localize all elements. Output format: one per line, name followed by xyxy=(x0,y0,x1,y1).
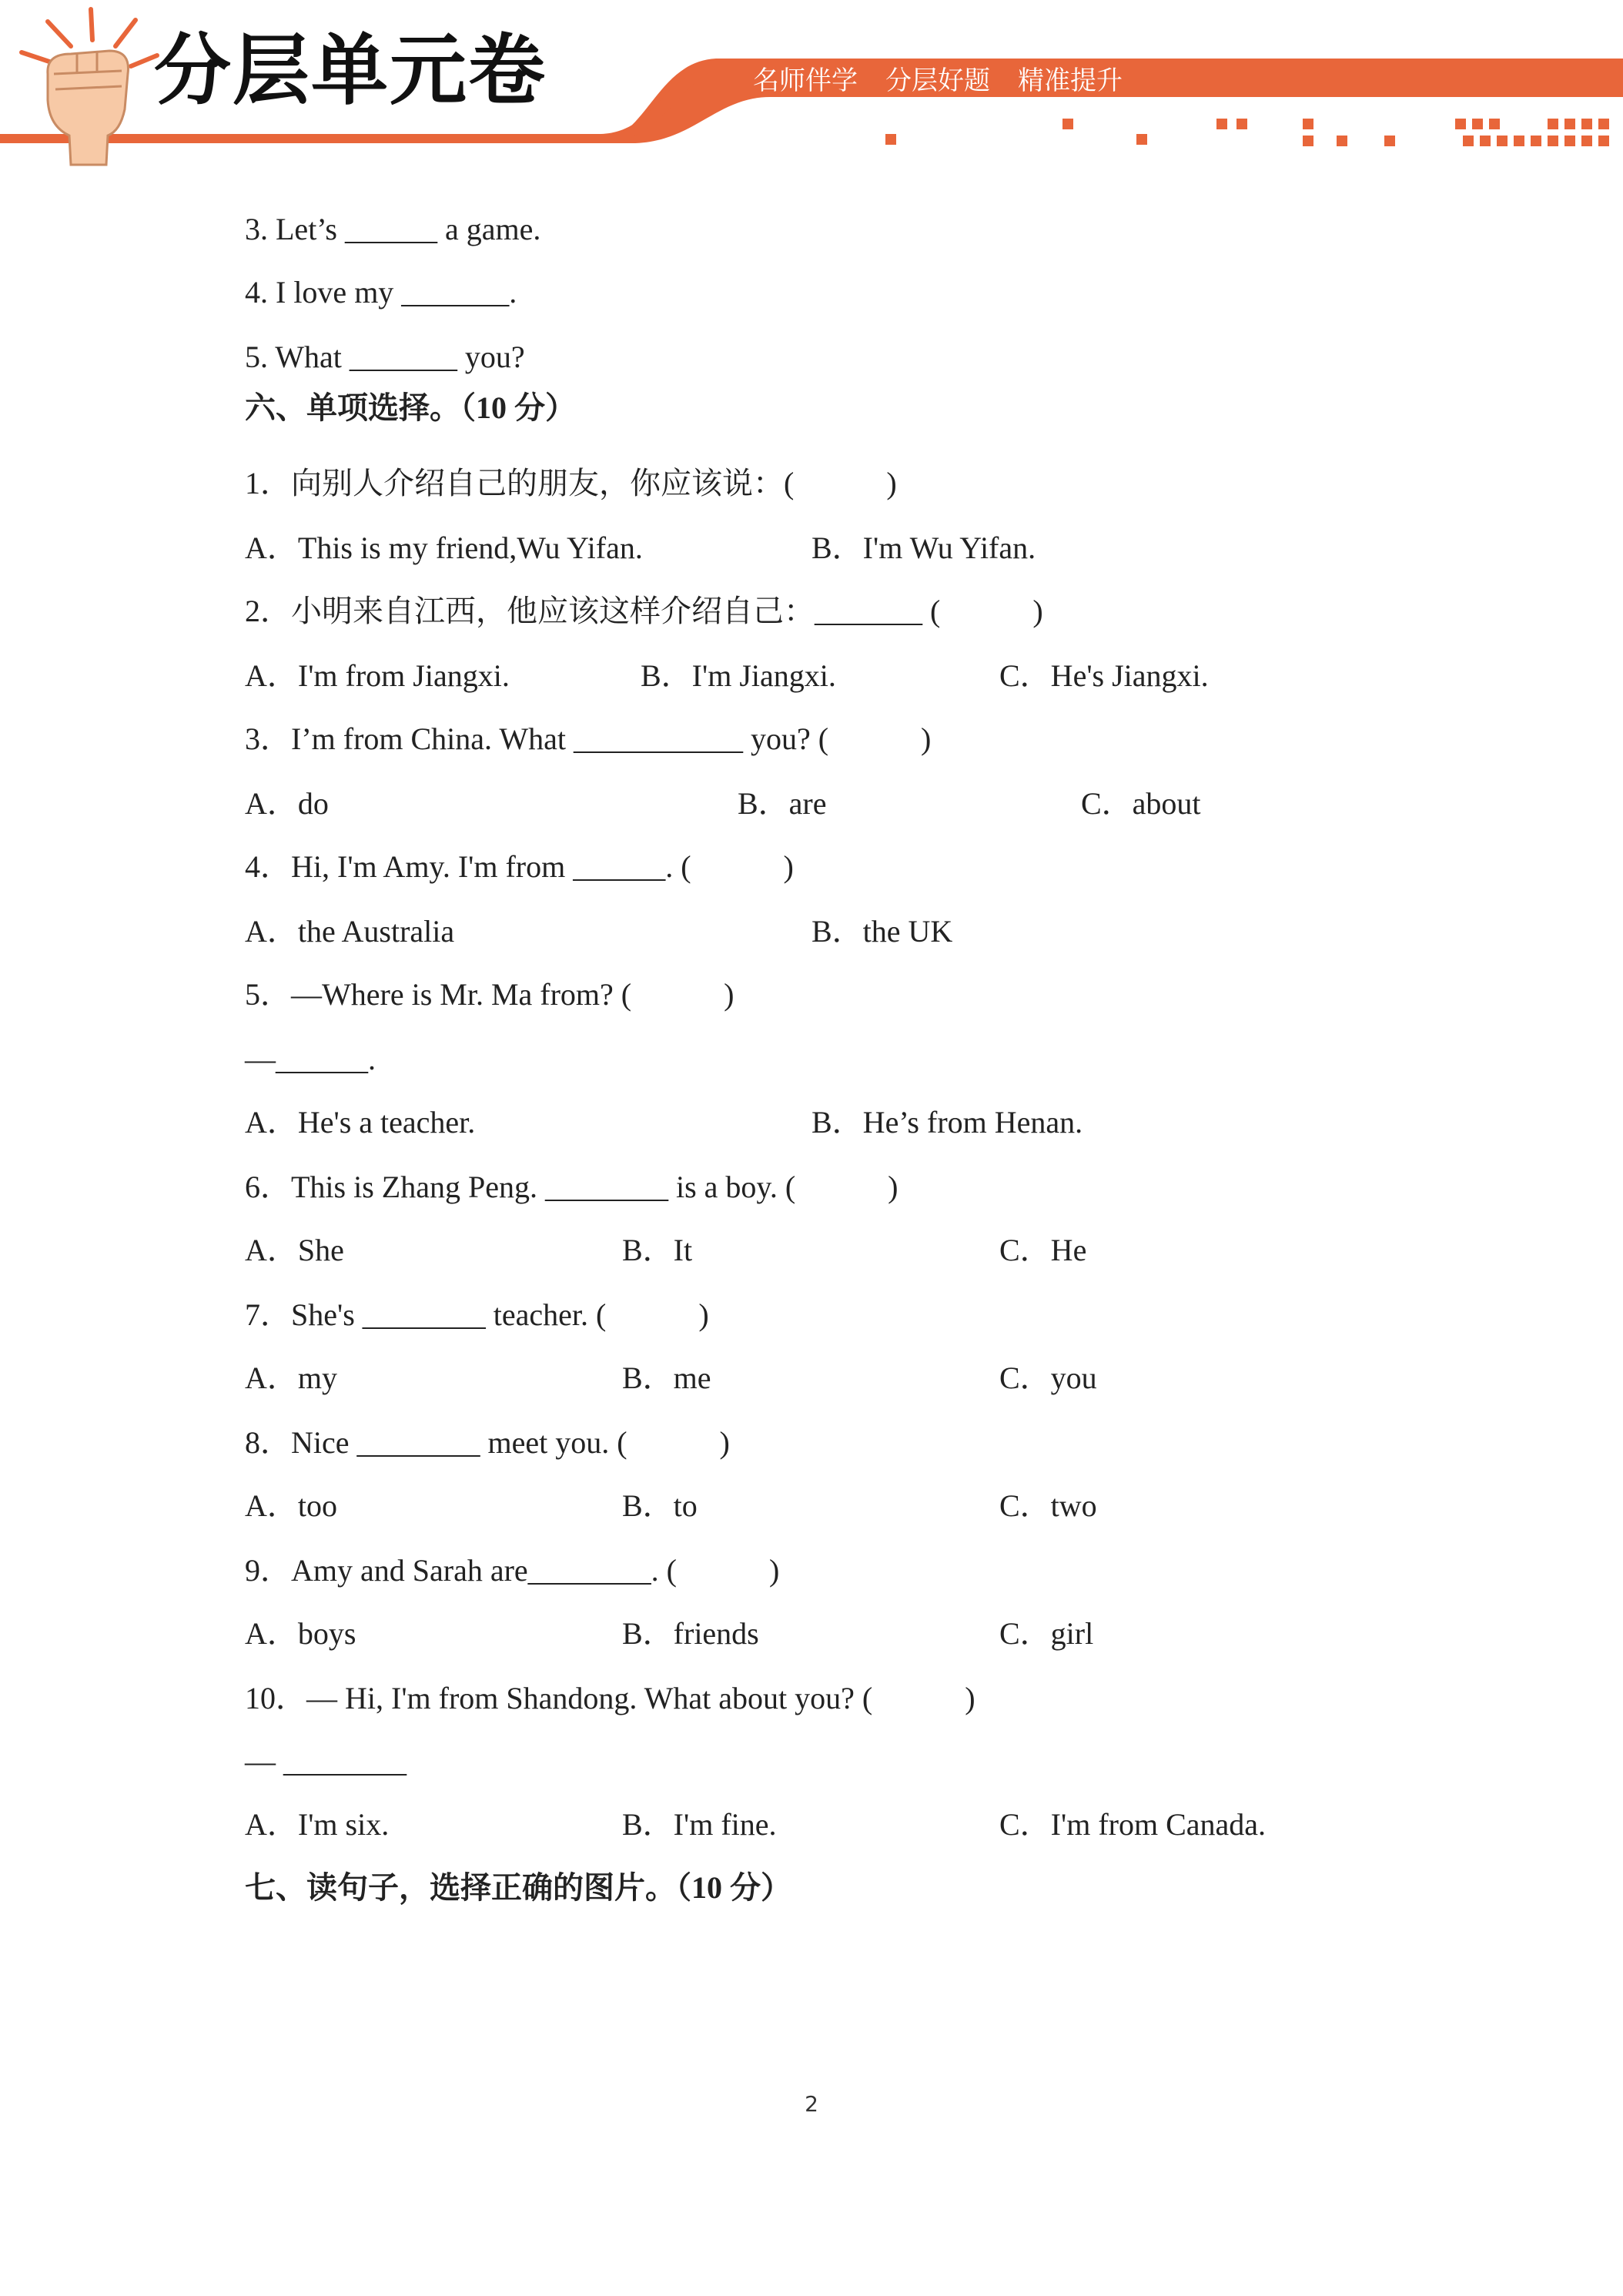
q10-option-a[interactable]: A．I'm six. xyxy=(245,1807,390,1842)
q4-option-a[interactable]: A．the Australia xyxy=(245,914,455,949)
q10-option-b[interactable]: B．I'm fine. xyxy=(622,1807,777,1842)
q3-option-c[interactable]: C．about xyxy=(1081,786,1201,821)
q4-option-b[interactable]: B．the UK xyxy=(812,914,953,949)
section-6-heading: 六、单项选择。（10 分） xyxy=(245,390,576,425)
q9-option-a[interactable]: A．boys xyxy=(245,1616,356,1651)
page-header xyxy=(0,0,1623,169)
section-7-heading: 七、读句子，选择正确的图片。（10 分） xyxy=(245,1870,791,1905)
q9-option-c[interactable]: C．girl xyxy=(999,1616,1094,1651)
q6-option-a[interactable]: A．She xyxy=(245,1233,344,1267)
question-7: 7．She's ________ teacher. ( ) xyxy=(245,1297,709,1332)
slogan-3: 精准提升 xyxy=(1018,65,1123,96)
q5-option-b[interactable]: B．He’s from Henan. xyxy=(812,1105,1083,1140)
question-4: 4．Hi, I'm Amy. I'm from ______. ( ) xyxy=(245,849,794,884)
q9-option-b[interactable]: B．friends xyxy=(622,1616,759,1651)
question-1: 1．向别人介绍自己的朋友，你应该说：( ) xyxy=(245,466,897,500)
q7-option-c[interactable]: C．you xyxy=(999,1361,1097,1395)
question-5-answer-line: —______. xyxy=(245,1042,376,1076)
slogan-1: 名师伴学 xyxy=(753,65,858,96)
q6-option-b[interactable]: B．It xyxy=(622,1233,693,1267)
q2-option-b[interactable]: B．I'm Jiangxi. xyxy=(641,658,836,693)
question-9: 9．Amy and Sarah are________. ( ) xyxy=(245,1553,780,1588)
q1-option-a[interactable]: A．This is my friend,Wu Yifan. xyxy=(245,530,643,565)
q3-option-a[interactable]: A．do xyxy=(245,786,329,821)
fill-item-5: 5. What _______ you? xyxy=(245,340,525,374)
pixel-dots-decoration xyxy=(885,119,1609,146)
question-10: 10．— Hi, I'm from Shandong. What about you? ( ) xyxy=(245,1681,975,1715)
q7-option-a[interactable]: A．my xyxy=(245,1361,337,1395)
page-number: 2 xyxy=(805,2091,818,2117)
question-6: 6．This is Zhang Peng. ________ is a boy. ( ) xyxy=(245,1170,899,1204)
question-10-answer-line: — ________ xyxy=(245,1744,407,1779)
question-3: 3．I’m from China. What ___________ you? ( ) xyxy=(245,721,932,756)
slogan-2: 分层好题 xyxy=(885,65,990,96)
q8-option-a[interactable]: A．too xyxy=(245,1488,337,1523)
q7-option-b[interactable]: B．me xyxy=(622,1361,711,1395)
question-5: 5．—Where is Mr. Ma from? ( ) xyxy=(245,977,735,1012)
q3-option-b[interactable]: B．are xyxy=(738,786,827,821)
q5-option-a[interactable]: A．He's a teacher. xyxy=(245,1105,476,1140)
fill-item-3: 3. Let’s ______ a game. xyxy=(245,212,541,246)
header-slogans xyxy=(753,62,1123,100)
question-8: 8．Nice ________ meet you. ( ) xyxy=(245,1425,730,1460)
q1-option-b[interactable]: B．I'm Wu Yifan. xyxy=(812,530,1036,565)
q6-option-c[interactable]: C．He xyxy=(999,1233,1087,1267)
question-2: 2．小明来自江西，他应该这样介绍自己：_______ ( ) xyxy=(245,594,1043,628)
q8-option-b[interactable]: B．to xyxy=(622,1488,698,1523)
fill-item-4: 4. I love my _______. xyxy=(245,275,517,310)
q2-option-a[interactable]: A．I'm from Jiangxi. xyxy=(245,658,510,693)
q2-option-c[interactable]: C．He's Jiangxi. xyxy=(999,658,1209,693)
q10-option-c[interactable]: C．I'm from Canada. xyxy=(999,1807,1267,1842)
q8-option-c[interactable]: C．two xyxy=(999,1488,1097,1523)
brand-title: 分层单元卷 xyxy=(154,25,547,115)
